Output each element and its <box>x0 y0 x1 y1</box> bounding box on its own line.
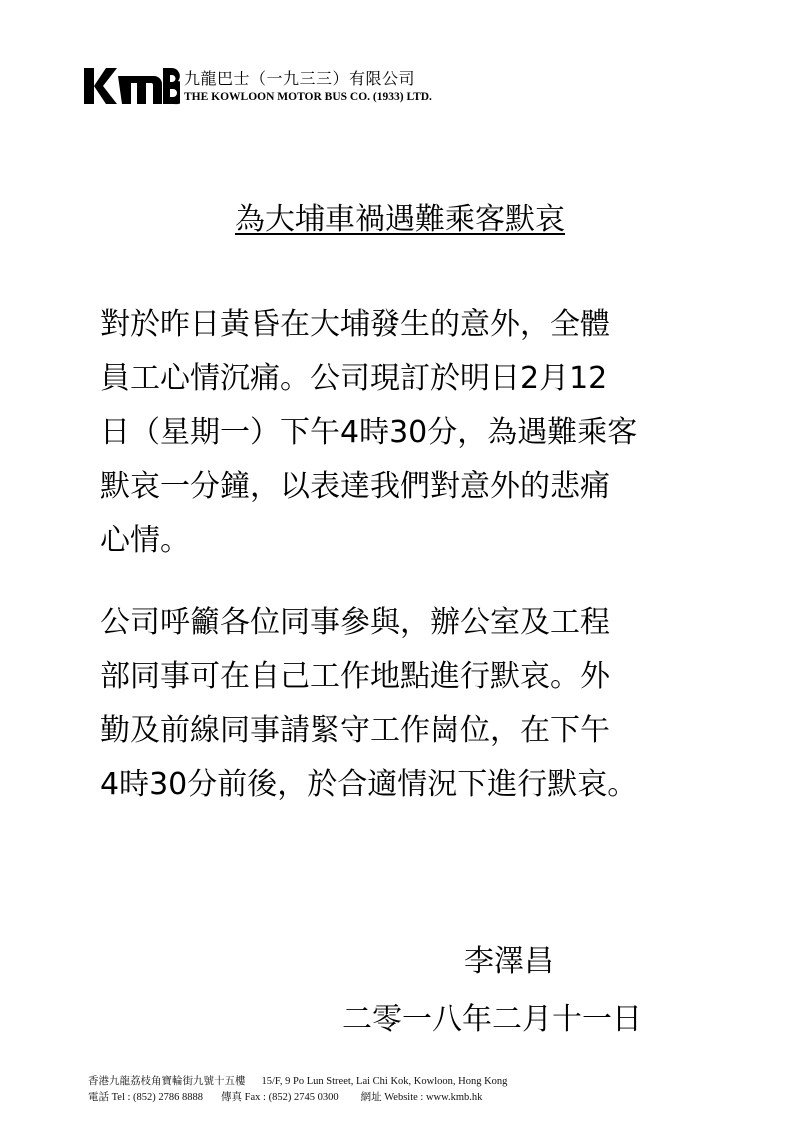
footer-telephone: 電話 Tel : (852) 2786 8888 <box>88 1092 204 1103</box>
notice-title-text: 為大埔車禍遇難乘客默哀 <box>235 202 565 237</box>
company-names <box>184 69 432 105</box>
signatory-name: 李澤昌 <box>464 944 554 979</box>
kmb-logo <box>84 66 180 108</box>
paragraph-line: 員工心情沉痛。公司現訂於明日2月12 <box>100 361 608 396</box>
footer-contact-row <box>88 1090 507 1106</box>
company-name-chinese: 九龍巴士（一九三三）有限公司 <box>184 69 416 88</box>
footer-address-english: 15/F, 9 Po Lun Street, Lai Chi Kok, Kowloon, Hong Kong <box>261 1076 508 1087</box>
footer-address-chinese: 香港九龍荔枝角寶輪街九號十五樓 <box>88 1076 246 1087</box>
paragraph-line: 公司呼籲各位同事參與，辦公室及工程 <box>100 605 610 640</box>
notice-title <box>0 198 800 242</box>
footer-address-row <box>88 1074 507 1090</box>
footer-website: 網址 Website : www.kmb.hk <box>360 1092 483 1103</box>
paragraph-line: 心情。 <box>100 523 190 558</box>
letterhead <box>84 66 432 108</box>
paragraph-line: 對於昨日黃昏在大埔發生的意外，全體 <box>100 307 610 342</box>
paragraph-1 <box>100 298 710 568</box>
paragraph-line: 日（星期一）下午4時30分，為遇難乘客 <box>100 415 638 450</box>
paragraph-line: 4時30分前後，於合適情況下進行默哀。 <box>100 767 638 802</box>
paragraph-line: 勤及前線同事請緊守工作崗位，在下午 <box>100 713 610 748</box>
company-name-english: THE KOWLOON MOTOR BUS CO. (1933) LTD. <box>184 91 432 103</box>
signature-date: 二零一八年二月十一日 <box>342 1002 642 1037</box>
footer-fax: 傳真 Fax : (852) 2745 0300 <box>221 1092 339 1103</box>
letterhead-footer <box>88 1074 507 1106</box>
paragraph-2 <box>100 596 710 812</box>
paragraph-line: 部同事可在自己工作地點進行默哀。外 <box>100 659 610 694</box>
paragraph-line: 默哀一分鐘，以表達我們對意外的悲痛 <box>100 469 610 504</box>
